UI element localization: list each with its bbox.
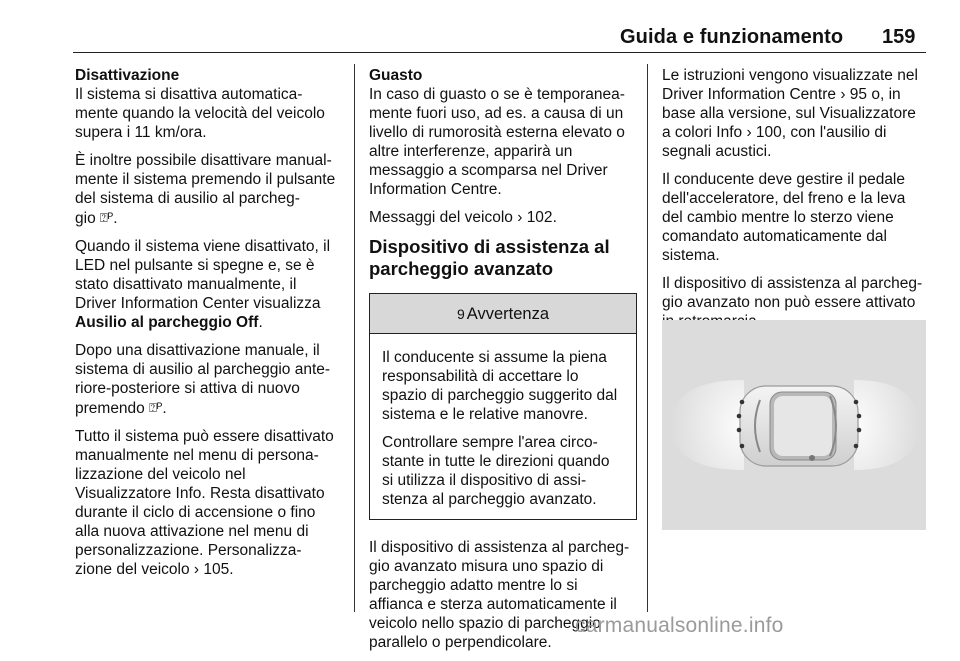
parking-sensor-illustration (662, 320, 926, 530)
heading-disattivazione: Disattivazione (75, 67, 180, 84)
paragraph: Messaggi del veicolo › 102. (369, 209, 557, 226)
park-assist-button-icon: ⍰ᴾ (149, 400, 163, 415)
warning-header (370, 294, 636, 334)
header-divider (73, 52, 926, 53)
park-assist-button-icon: ⍰ᴾ (100, 210, 114, 225)
heading-guasto: Guasto (369, 67, 423, 84)
paragraph: È inoltre possibile disattivare manual- mente il sistema premendo il pulsante del sistema di ausilio al parcheg- gio ⍰ᴾ. (75, 152, 336, 227)
paragraph: Tutto il sistema può essere disattivato manualmente nel menu di persona- lizzazione del veicolo nel Visualizzatore Info. Resta disattivato durante il ciclo di accensione o fino alla nuova attivazione nel menu di personalizzazione. Personalizza- zione del veicolo › 105. (75, 428, 334, 578)
page-reference-arrow-icon: › (193, 561, 200, 578)
warning-box (369, 293, 637, 520)
column-2 (369, 66, 637, 661)
front-sensor-zone (854, 380, 920, 470)
page-reference-arrow-icon: › (746, 124, 752, 141)
page-header-title: Guida e funzionamento (620, 26, 844, 48)
paragraph: Dopo una disattivazione manuale, il sistema di ausilio al parcheggio ante- riore-posteriore si attiva di nuovo premendo ⍰ᴾ. (75, 342, 331, 417)
paragraph: Il sistema si disattiva automatica- mente quando la velocità del veicolo supera i 11 km/ora. (75, 86, 325, 141)
warning-text: Controllare sempre l'area circo- stante in tutte le direzioni quando si utilizza il dispositivo di assi- stenza al parcheggio avanzato. (382, 434, 610, 508)
warning-text: Il conducente si assume la piena responsabilità di accettare lo spazio di parcheggio suggerito dal sistema e le relative manovre. (382, 349, 618, 423)
warning-body (370, 334, 636, 519)
page-reference[interactable]: 102 (526, 209, 553, 226)
paragraph: Il conducente deve gestire il pedale dell'acceleratore, del freno e la leva del cambio mentre lo sterzo viene comandato automaticamente dal sistema. (662, 171, 906, 264)
paragraph: In caso di guasto o se è temporanea- mente fuori uso, ad es. a causa di un livello di rumorosità esterna elevato o altre interferenze, apparirà un messaggio a scomparsa nel Driver Information Centre. (369, 86, 625, 198)
paragraph: Il dispositivo di assistenza al parcheg- gio avanzato misura uno spazio di parcheggio adatto mentre lo si affianca e sterza automaticamente il veicolo nello spazio di parcheggio parallelo o perpendicolare. (369, 539, 630, 651)
page-reference[interactable]: 105 (203, 561, 230, 578)
column-divider-1 (354, 64, 355, 612)
page-number: 159 (882, 26, 916, 48)
paragraph: Il dispositivo di assistenza al parcheg- gio avanzato non può essere attivato (662, 275, 923, 311)
page-reference[interactable]: 95 (849, 86, 868, 103)
page-reference-arrow-icon: › (840, 86, 846, 103)
column-1 (75, 66, 350, 588)
warning-title: Avvertenza (466, 305, 550, 323)
column-3 (662, 66, 928, 340)
paragraph: Le istruzioni vengono visualizzate nel Driver Information Centre › 95 o, in base alla versione, sul Visualizzatore a colori Info › 100, con l'ausilio di segnali acustici. (662, 67, 918, 160)
warning-icon: 9 (456, 306, 465, 322)
rear-sensor-zone (670, 380, 744, 470)
column-divider-2 (647, 64, 648, 612)
section-heading: Dispositivo di assistenza al parcheggio avanzato (369, 236, 610, 279)
mirror (809, 455, 815, 461)
page-reference-arrow-icon: › (517, 209, 523, 226)
car-roof-glass (774, 396, 832, 456)
paragraph: Quando il sistema viene disattivato, il LED nel pulsante si spegne e, se è stato disattivato manualmente, il Driver Information Center visualizza Ausilio al parcheggio Off. (75, 238, 331, 331)
car-sensor-diagram (662, 320, 926, 530)
watermark: carmanualsonline.info (575, 614, 784, 637)
display-message: Ausilio al parcheggio Off (75, 314, 259, 331)
page-reference[interactable]: 100 (755, 124, 782, 141)
